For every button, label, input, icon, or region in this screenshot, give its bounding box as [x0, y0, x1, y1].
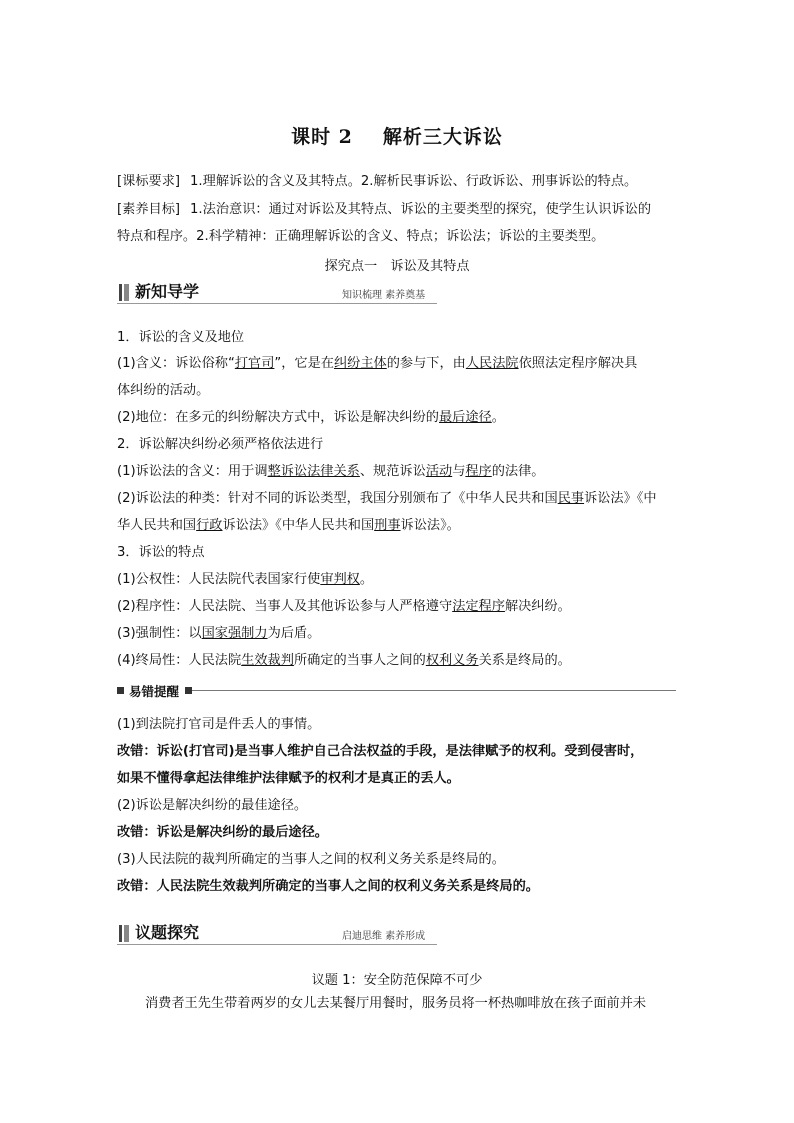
- procedure-law-meaning: (1)诉讼法的含义：用于调整诉讼法律关系、规范诉讼活动与程序的法律。: [117, 464, 545, 479]
- answer-blank: 整诉讼法律关系: [267, 464, 360, 479]
- explore-point-heading: 探究点一 诉讼及其特点: [324, 259, 470, 274]
- answer-blank: 法定程序: [452, 599, 505, 614]
- answer-blank: 最后途径: [439, 410, 492, 425]
- answer-blank: 国家强制力: [201, 626, 268, 641]
- literacy-label: [素养目标]: [117, 202, 181, 217]
- tip-question-2: (2)诉讼是解决纠纷的最佳途径。: [117, 798, 308, 813]
- tip-question-3: (3)人民法院的裁判所确定的当事人之间的权利义务关系是终局的。: [117, 852, 505, 867]
- answer-blank: 纠纷主体: [333, 356, 387, 371]
- section-new-knowledge: [117, 281, 677, 305]
- heading-1: 1．诉讼的含义及地位: [117, 330, 245, 345]
- section-title: 新知导学: [135, 282, 200, 301]
- heading-3: 3．诉讼的特点: [117, 545, 205, 560]
- tip-correction-1b: 如果不懂得拿起法律维护法律赋予的权利才是真正的丢人。: [117, 771, 460, 786]
- meaning-line-2: 体纠纷的活动。: [117, 383, 210, 398]
- standard-requirement: [117, 168, 682, 196]
- answer-blank: 打官司: [234, 356, 275, 371]
- meaning-line-1: (1)含义：诉讼俗称“打官司”，它是在纠纷主体的参与下，由人民法院依照法定程序解决具: [117, 356, 638, 371]
- heading-2: 2．诉讼解决纠纷必须严格依法进行: [117, 437, 324, 452]
- status-line: (2)地位：在多元的纠纷解决方式中，诉讼是解决纠纷的最后途径。: [117, 410, 505, 425]
- feature-coercion: (3)强制性：以国家强制力为后盾。: [117, 626, 321, 641]
- tip-correction-2: 改错：诉讼是解决纠纷的最后途径。: [117, 825, 328, 840]
- section-marker-icon: [119, 925, 131, 942]
- tip-correction-3: 改错：人民法院生效裁判所确定的当事人之间的权利义务关系是终局的。: [117, 879, 539, 894]
- answer-blank: 生效裁判: [241, 653, 294, 668]
- section-subtitle: 知识梳理 素养奠基: [342, 290, 426, 301]
- error-tip-label: 易错提醒: [129, 684, 180, 699]
- answer-blank: 行政: [196, 518, 223, 533]
- standard-label: [课标要求]: [117, 174, 181, 189]
- divider: [192, 690, 676, 691]
- procedure-law-types-2: 华人民共和国行政诉讼法》《中华人民共和国刑事诉讼法》。: [117, 518, 460, 533]
- feature-finality: (4)终局性：人民法院生效裁判所确定的当事人之间的权利义务关系是终局的。: [117, 653, 571, 668]
- section-topic-explore: [117, 922, 677, 946]
- answer-blank: 审判权: [320, 572, 360, 587]
- square-bullet-icon: [185, 687, 192, 694]
- tip-correction-1a: 改错：诉讼(打官司)是当事人维护自己合法权益的手段，是法律赋予的权利。受到侵害时，: [117, 744, 644, 759]
- answer-blank: 民事: [557, 491, 585, 506]
- answer-blank: 刑事: [374, 518, 401, 533]
- answer-blank: 程序: [465, 464, 492, 479]
- literacy-text-1: 1.法治意识：通过对诉讼及其特点、诉讼的主要类型的探究，使学生认识诉讼的: [190, 202, 652, 217]
- page-title: [0, 122, 794, 149]
- topic-text: 消费者王先生带着两岁的女儿去某餐厅用餐时，服务员将一杯热咖啡放在孩子面前并未: [145, 996, 647, 1011]
- error-tip-header: [117, 683, 677, 699]
- literacy-text-2: 特点和程序。2.科学精神：正确理解诉讼的含义、特点；诉讼法；诉讼的主要类型。: [117, 229, 605, 244]
- literacy-goal: [117, 196, 682, 224]
- procedure-law-types-1: (2)诉讼法的种类：针对不同的诉讼类型，我国分别颁布了《中华人民共和国民事诉讼法》《中: [117, 491, 657, 506]
- answer-blank: 活动: [425, 464, 453, 479]
- answer-blank: 人民法院: [465, 356, 519, 371]
- feature-procedure: (2)程序性：人民法院、当事人及其他诉讼参与人严格遵守法定程序解决纠纷。: [117, 599, 571, 614]
- section-title: 议题探究: [135, 923, 200, 942]
- topic-title: 议题 1：安全防范保障不可少: [311, 973, 483, 988]
- section-marker-icon: [119, 284, 131, 301]
- feature-public-power: (1)公权性：人民法院代表国家行使审判权。: [117, 572, 374, 587]
- square-bullet-icon: [117, 687, 124, 694]
- tip-question-1: (1)到法院打官司是件丢人的事情。: [117, 717, 321, 732]
- standard-text: 1.理解诉讼的含义及其特点。2.解析民事诉讼、行政诉讼、刑事诉讼的特点。: [190, 174, 638, 189]
- section-subtitle: 启迪思维 素养形成: [342, 931, 426, 942]
- lesson-name: 解析三大诉讼: [382, 126, 503, 148]
- answer-blank: 权利义务: [425, 653, 479, 668]
- lesson-number: 课时 2: [291, 126, 353, 148]
